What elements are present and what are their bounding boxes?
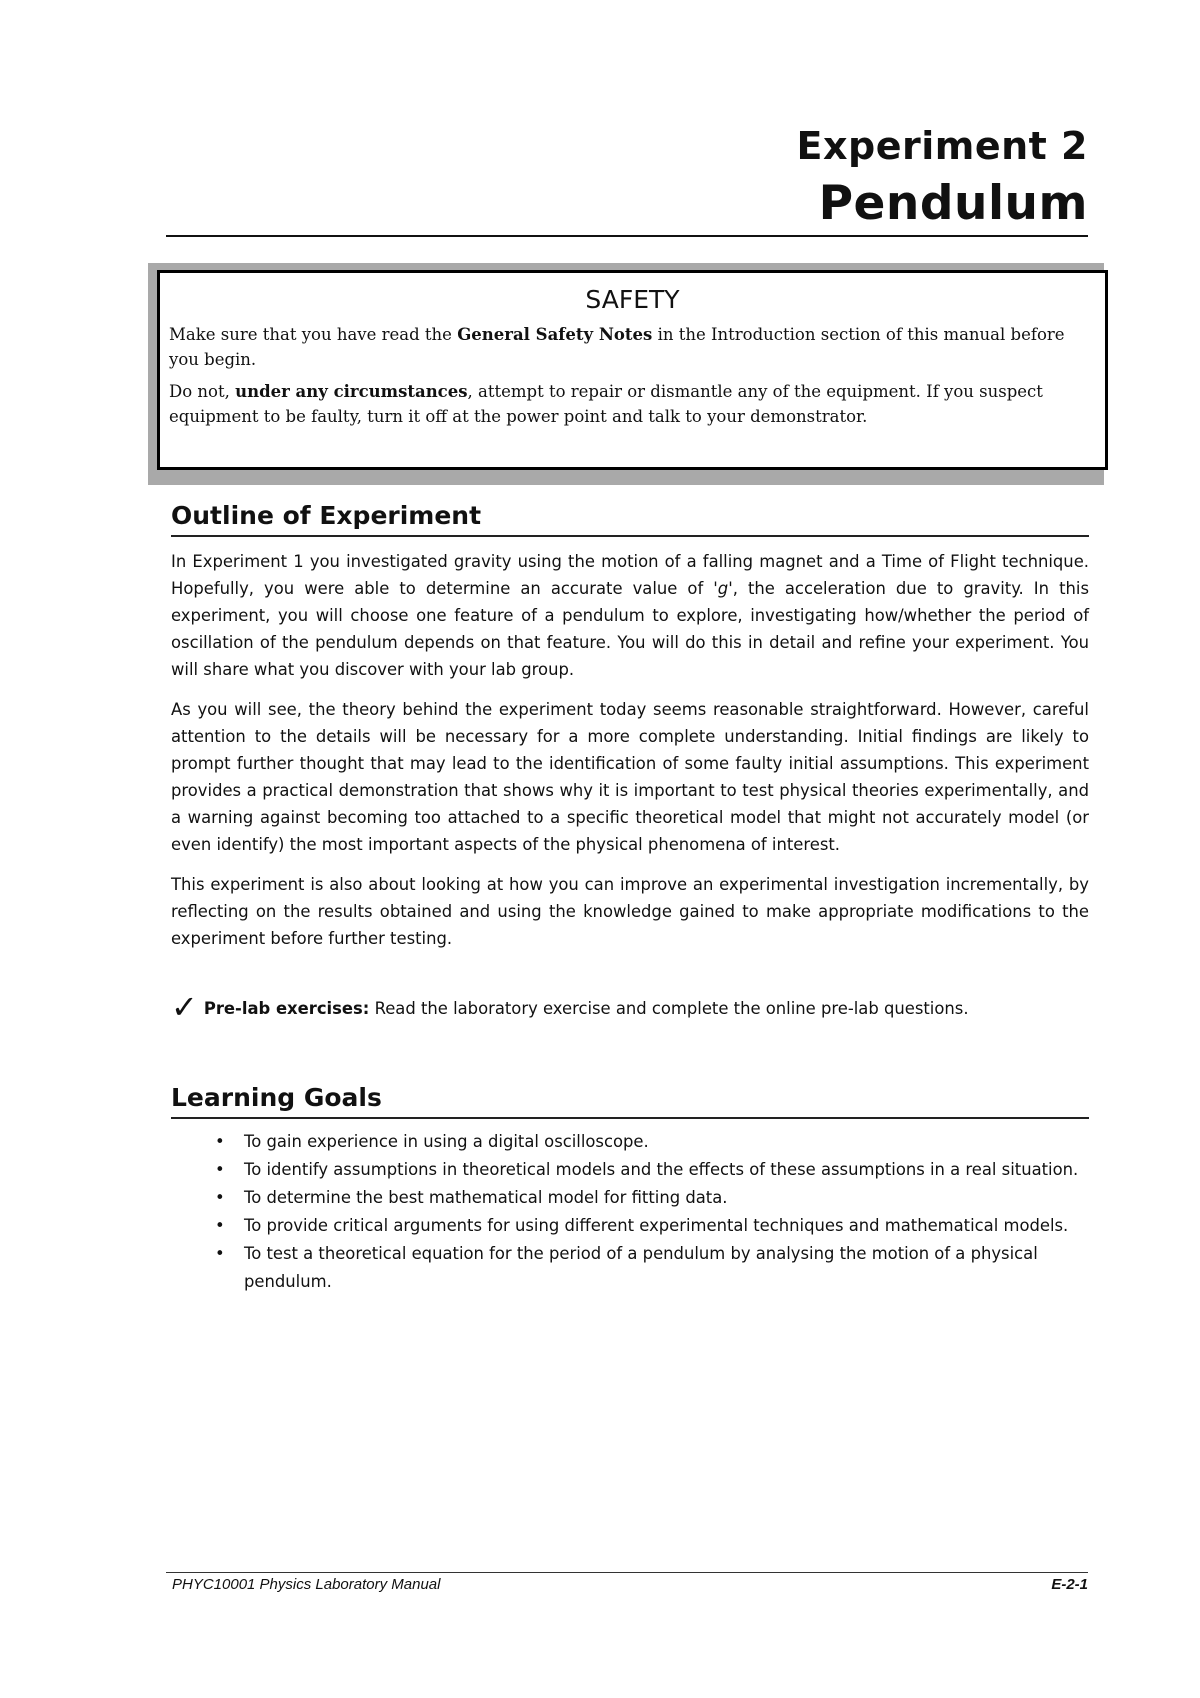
prelab-text: Read the laboratory exercise and complete the online pre-lab questions. [369,999,969,1018]
safety-box-shadow [148,263,1104,485]
title-divider [166,235,1088,237]
bullet-icon: • [215,1244,225,1263]
prelab-label: Pre-lab exercises: [203,999,370,1018]
safety-p2-text: Do not, [169,382,236,401]
goal-text: To test a theoretical equation for the period of a pendulum by analysing the motion of a physical pendulum. [244,1244,1038,1291]
safety-p1-text: Make sure that you have read the [169,325,458,344]
learning-goals-heading: Learning Goals [171,1082,1089,1119]
safety-p2-bold: under any circumstances [235,382,468,401]
safety-p1-bold: General Safety Notes [457,325,653,344]
bullet-icon: • [215,1160,225,1179]
outline-paragraph-1 [171,548,1089,683]
prelab-note [171,988,1089,1026]
learning-goals-list [200,1128,1080,1296]
bullet-icon: • [215,1188,225,1207]
safety-title: SAFETY [585,285,680,314]
outline-p1-text-end: ', the acceleration due to gravity. In this experiment, you will choose one feature of a pendulum to explore, investigating how/whether the period of oscillation of the pendulum depends on that feature. You will do this in detail and refine your experiment. You will share what you discover with your lab group. [171,579,1089,679]
list-item [200,1240,1080,1296]
footer-page-number: E-2-1 [1051,1576,1088,1593]
outline-body [171,548,1089,965]
checkmark-icon: ✓ [171,988,198,1026]
goal-text: To identify assumptions in theoretical models and the effects of these assumptions in a real situation. [244,1160,1079,1179]
title-block [166,118,1088,234]
footer-divider [166,1572,1088,1573]
bullet-icon: • [215,1132,225,1151]
list-item [200,1156,1080,1184]
outline-p1-italic: g [717,579,729,598]
outline-p1-text: In Experiment 1 you investigated gravity using the motion of a falling magnet and a Time of Flight technique. Hopefully, you were able to determine an accurate value of ' [171,552,1089,598]
safety-paragraph-1 [169,322,1096,372]
list-item [200,1128,1080,1156]
safety-box [157,270,1108,470]
experiment-name: Pendulum [818,176,1088,231]
experiment-number: Experiment 2 [796,124,1088,168]
safety-paragraph-2 [169,379,1096,429]
list-item [200,1184,1080,1212]
bullet-icon: • [215,1216,225,1235]
list-item [200,1212,1080,1240]
outline-heading: Outline of Experiment [171,500,1089,537]
goal-text: To determine the best mathematical model for fitting data. [244,1188,728,1207]
goal-text: To provide critical arguments for using different experimental techniques and mathematical models. [244,1216,1069,1235]
footer-manual-title: PHYC10001 Physics Laboratory Manual [172,1576,441,1593]
outline-paragraph-3: This experiment is also about looking at how you can improve an experimental investigation incrementally, by reflecting on the results obtained and using the knowledge gained to make appropriate modifications to the experiment before further testing. [171,875,1089,948]
safety-p2-text-end: , attempt to repair or dismantle any of the equipment. If you suspect equipment to be faulty, turn it off at the power point and talk to your demonstrator. [169,382,1043,426]
safety-p1-text-end: in the Introduction section of this manual before you begin. [169,325,1065,369]
goal-text: To gain experience in using a digital oscilloscope. [244,1132,649,1151]
outline-paragraph-2: As you will see, the theory behind the experiment today seems reasonable straightforward. However, careful attention to the details will be necessary for a more complete understanding. Initial findings are likely to prompt further thought that may lead to the identification of some faulty initial assumptions. This experiment provides a practical demonstration that shows why it is important to test physical theories experimentally, and a warning against becoming too attached to a specific theoretical model that might not accurately model (or even identify) the most important aspects of the physical phenomena of interest. [171,700,1089,854]
